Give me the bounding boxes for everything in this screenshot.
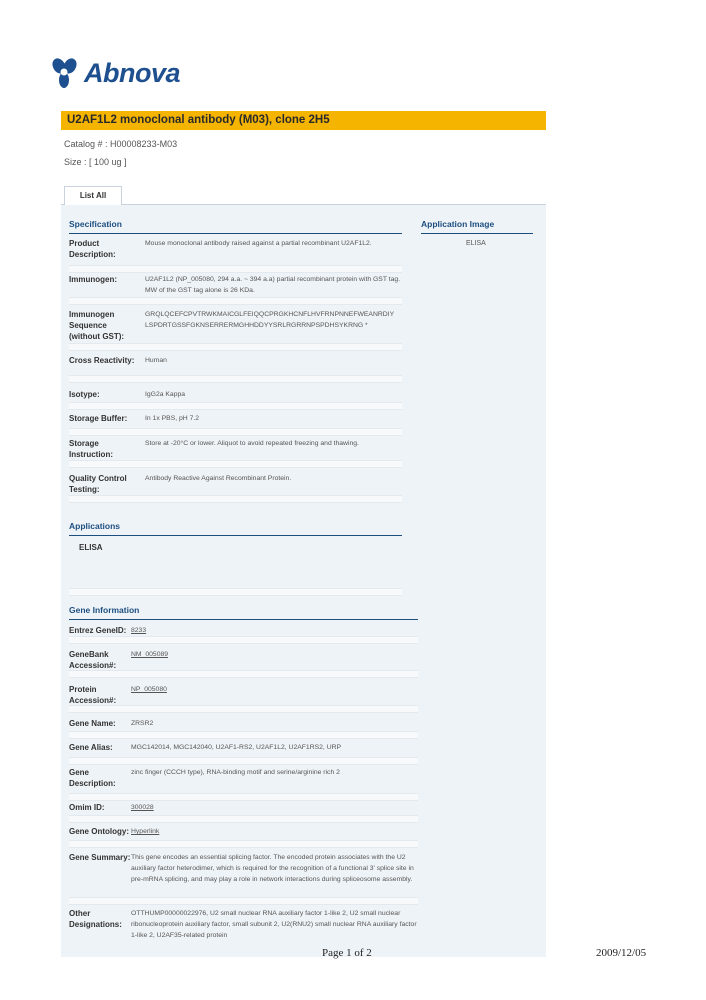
- row-divider: [69, 588, 402, 596]
- gene-label: Gene Description:: [69, 768, 116, 788]
- row-divider: [69, 495, 402, 503]
- spec-label: Cross Reactivity:: [69, 356, 135, 365]
- product-title: U2AF1L2 monoclonal antibody (M03), clone 2H5: [61, 111, 546, 130]
- gene-label: Gene Summary:: [69, 853, 131, 862]
- application-image-heading: Application Image: [421, 219, 533, 234]
- abnova-logo-icon: [48, 57, 80, 89]
- row-divider: [69, 343, 402, 351]
- spec-value: Mouse monoclonal antibody raised against a partial recombinant U2AF1L2.: [145, 240, 372, 247]
- row-divider: [69, 705, 418, 713]
- protein-accession-link[interactable]: NP_005080: [131, 686, 167, 693]
- row-divider: [69, 815, 418, 823]
- spec-label: Storage Instruction:: [69, 439, 113, 459]
- gene-value: MGC142014, MGC142040, U2AF1-RS2, U2AF1L2, U2AF1RS2, URP: [131, 744, 342, 751]
- spec-value: GRQLQCEFCPVTRWKMAICGLFEIQQCPRGKHCNFLHVFRNPNNEFWEANRDIYLSPDRTGSSFGKNSERRERMGHHDDYYSRLRGRRNPSPDHSYKRNG *: [145, 311, 395, 329]
- tab-list-all[interactable]: List All: [64, 186, 122, 205]
- spec-label: Storage Buffer:: [69, 414, 128, 423]
- row-divider: [69, 793, 418, 801]
- spec-label: Product Description:: [69, 239, 116, 259]
- row-divider: [69, 731, 418, 739]
- application-item: ELISA: [79, 543, 103, 552]
- spec-label: Quality Control Testing:: [69, 474, 127, 494]
- spec-value: IgG2a Kappa: [145, 391, 186, 398]
- row-divider: [69, 375, 402, 383]
- print-date: 2009/12/05: [596, 947, 647, 959]
- genebank-accession-link[interactable]: NM_005089: [131, 651, 169, 658]
- gene-label: Entrez GeneID:: [69, 626, 127, 635]
- row-divider: [69, 897, 418, 905]
- gene-label: Protein Accession#:: [69, 685, 117, 705]
- row-divider: [69, 670, 418, 678]
- page-number: Page 1 of 2: [322, 947, 372, 959]
- spec-value: U2AF1L2 (NP_005080, 294 a.a. ~ 394 a.a) partial recombinant protein with GST tag. MW of the GST tag alone is 26 KDa.: [145, 276, 401, 294]
- gene-value: This gene encodes an essential splicing factor. The encoded protein associates with the U2 auxiliary factor heterodimer, which is required for the recognition of a functional 3' splice site in pre-mRNA splicing, and may play a role in network interactions during spliceosome assembly.: [131, 854, 414, 883]
- catalog-number: Catalog # : H00008233-M03: [64, 139, 178, 149]
- brand-name: Abnova: [84, 57, 181, 88]
- gene-label: Omim ID:: [69, 803, 105, 812]
- gene-label: Gene Name:: [69, 719, 116, 728]
- gene-information-heading: Gene Information: [69, 605, 418, 620]
- gene-label: Gene Alias:: [69, 743, 113, 752]
- applications-heading: Applications: [69, 521, 402, 536]
- abnova-logo: [48, 56, 180, 90]
- gene-value: ZRSR2: [131, 720, 154, 727]
- spec-label: Immunogen Sequence (without GST):: [69, 310, 125, 341]
- row-divider: [69, 428, 402, 436]
- row-divider: [69, 840, 418, 848]
- row-divider: [69, 757, 418, 765]
- spec-label: Isotype:: [69, 390, 100, 399]
- spec-label: Immunogen:: [69, 275, 117, 284]
- application-image-label: ELISA: [466, 240, 486, 247]
- row-divider: [69, 402, 402, 410]
- gene-value: OTTHUMP00000022976, U2 small nuclear RNA auxiliary factor 1-like 2, U2 small nuclear ribonucleoprotein auxiliary factor, small subunit 2, U2(RNU2) small nuclear RNA auxiliary factor 1-like 2, U2AF35-related protein: [131, 910, 417, 939]
- omim-id-link[interactable]: 300028: [131, 804, 154, 811]
- gene-label: Other Designations:: [69, 909, 122, 929]
- gene-value: zinc finger (CCCH type), RNA-binding motif and serine/arginine rich 2: [131, 769, 340, 776]
- spec-value: In 1x PBS, pH 7.2: [145, 415, 200, 422]
- row-divider: [69, 636, 418, 644]
- entrez-gene-link[interactable]: 8233: [131, 627, 147, 634]
- gene-label: Gene Ontology:: [69, 827, 129, 836]
- gene-label: GeneBank Accession#:: [69, 650, 117, 670]
- row-divider: [69, 460, 402, 468]
- specification-heading: Specification: [69, 219, 402, 234]
- spec-value: Store at -20°C or lower. Aliquot to avoid repeated freezing and thawing.: [145, 440, 359, 447]
- row-divider: [69, 297, 402, 305]
- spec-value: Human: [145, 357, 167, 364]
- gene-ontology-link[interactable]: Hyperlink: [131, 828, 160, 835]
- product-size: Size : [ 100 ug ]: [64, 157, 127, 167]
- row-divider: [69, 265, 402, 273]
- spec-value: Antibody Reactive Against Recombinant Protein.: [145, 475, 292, 482]
